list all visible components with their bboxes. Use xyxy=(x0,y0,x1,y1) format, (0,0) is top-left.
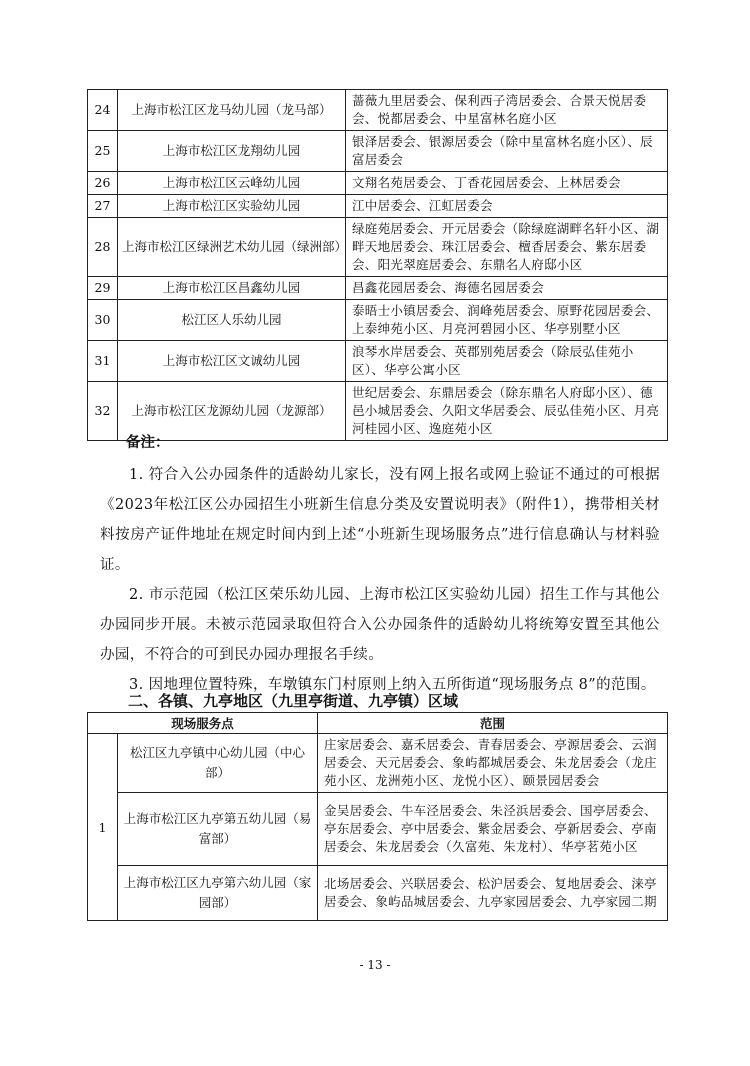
service-point-name: 上海市松江区文诚幼儿园 xyxy=(118,341,346,382)
service-point-name: 上海市松江区九亭第五幼儿园（易富部） xyxy=(118,793,318,866)
table-header-row xyxy=(88,713,668,734)
table-row xyxy=(88,793,668,866)
column-header-service-point: 现场服务点 xyxy=(88,713,318,734)
service-point-name: 上海市松江区实验幼儿园 xyxy=(118,195,346,218)
section-title: 二、各镇、九亭地区（九里亭街道、九亭镇）区域 xyxy=(128,692,459,710)
row-number: 30 xyxy=(88,300,118,341)
row-number: 32 xyxy=(88,382,118,441)
table-row xyxy=(88,195,668,218)
service-range: 昌鑫花园居委会、海德名园居委会 xyxy=(346,277,668,300)
service-point-name: 松江区九亭镇中心幼儿园（中心部） xyxy=(118,734,318,793)
row-number: 26 xyxy=(88,172,118,195)
service-range: 金吴居委会、牛车泾居委会、朱泾浜居委会、国亭居委会、亭东居委会、亭中居委会、紫金居委会、亭新居委会、亭南居委会、朱龙居委会（久富苑、朱龙村）、华亭茗苑小区 xyxy=(318,793,668,866)
service-range: 江中居委会、江虹居委会 xyxy=(346,195,668,218)
row-number: 28 xyxy=(88,218,118,277)
column-header-range: 范围 xyxy=(318,713,668,734)
table-row xyxy=(88,172,668,195)
service-range: 文翔名苑居委会、丁香花园居委会、上林居委会 xyxy=(346,172,668,195)
table-row xyxy=(88,300,668,341)
service-point-name: 上海市松江区龙翔幼儿园 xyxy=(118,131,346,172)
row-number: 24 xyxy=(88,90,118,131)
service-range: 蔷薇九里居委会、保利西子湾居委会、合景天悦居委会、悦都居委会、中星富林名庭小区 xyxy=(346,90,668,131)
row-number: 25 xyxy=(88,131,118,172)
service-point-name: 上海市松江区云峰幼儿园 xyxy=(118,172,346,195)
notes-label: 备注： xyxy=(126,434,170,451)
group-number: 1 xyxy=(88,734,118,921)
note-item: 2. 市示范园（松江区荣乐幼儿园、上海市松江区实验幼儿园）招生工作与其他公办园同步开展。未被示范园录取但符合入公办园条件的适龄幼儿将统筹安置至其他公办园，不符合的可到民办园办理报名手续。 xyxy=(100,587,660,663)
service-point-name: 上海市松江区绿洲艺术幼儿园（绿洲部） xyxy=(118,218,346,277)
table-row xyxy=(88,866,668,921)
table-row xyxy=(88,218,668,277)
row-number: 27 xyxy=(88,195,118,218)
kindergarten-table-top xyxy=(87,89,668,441)
note-item: 3. 因地理位置特殊，车墩镇东门村原则上纳入五所街道“现场服务点 8”的范围。 xyxy=(129,677,656,693)
service-range: 北场居委会、兴联居委会、松沪居委会、复地居委会、涞亭居委会、象屿品城居委会、九亭家园居委会、九亭家园二期 xyxy=(318,866,668,921)
table-row xyxy=(88,734,668,793)
table-row xyxy=(88,341,668,382)
notes-section xyxy=(100,428,660,700)
row-number: 31 xyxy=(88,341,118,382)
service-range: 绿庭苑居委会、开元居委会（除绿庭湖畔名轩小区、湖畔天地居委会、珠江居委会、檀香居委会、紫东居委会、阳光翠庭居委会、东鼎名人府邸小区 xyxy=(346,218,668,277)
service-point-name: 上海市松江区龙马幼儿园（龙马部） xyxy=(118,90,346,131)
service-range: 银泽居委会、银源居委会（除中星富林名庭小区）、辰富居委会 xyxy=(346,131,668,172)
kindergarten-table-bottom xyxy=(87,712,668,921)
service-range: 世纪居委会、东鼎居委会（除东鼎名人府邸小区）、德邑小城居委会、久阳文华居委会、辰弘佳苑小区、月亮河桂园小区、逸庭苑小区 xyxy=(346,382,668,441)
service-range: 泰晤士小镇居委会、润峰苑居委会、原野花园居委会、上泰绅苑小区、月亮河碧园小区、华亭别墅小区 xyxy=(346,300,668,341)
note-item: 1. 符合入公办园条件的适龄幼儿家长，没有网上报名或网上验证不通过的可根据《2023年松江区公办园招生小班新生信息分类及安置说明表》（附件1），携带相关材料按房产证件地址在规定时间内到上述“小班新生现场服务点”进行信息确认与材料验证。 xyxy=(100,467,660,573)
service-point-name: 松江区人乐幼儿园 xyxy=(118,300,346,341)
table-row xyxy=(88,277,668,300)
table-row xyxy=(88,131,668,172)
service-range: 浪琴水岸居委会、英郡别苑居委会（除辰弘佳苑小区）、华亭公寓小区 xyxy=(346,341,668,382)
service-range: 庄家居委会、嘉禾居委会、青春居委会、亭源居委会、云润居委会、天元居委会、象屿都城居委会、朱龙居委会（龙庄苑小区、龙洲苑小区、龙悦小区）、颐景园居委会 xyxy=(318,734,668,793)
service-point-name: 上海市松江区昌鑫幼儿园 xyxy=(118,277,346,300)
page-number: - 13 - xyxy=(359,958,391,972)
row-number: 29 xyxy=(88,277,118,300)
table-row xyxy=(88,90,668,131)
service-point-name: 上海市松江区九亭第六幼儿园（家园部） xyxy=(118,866,318,921)
service-point-name: 上海市松江区龙源幼儿园（龙源部） xyxy=(118,382,346,441)
